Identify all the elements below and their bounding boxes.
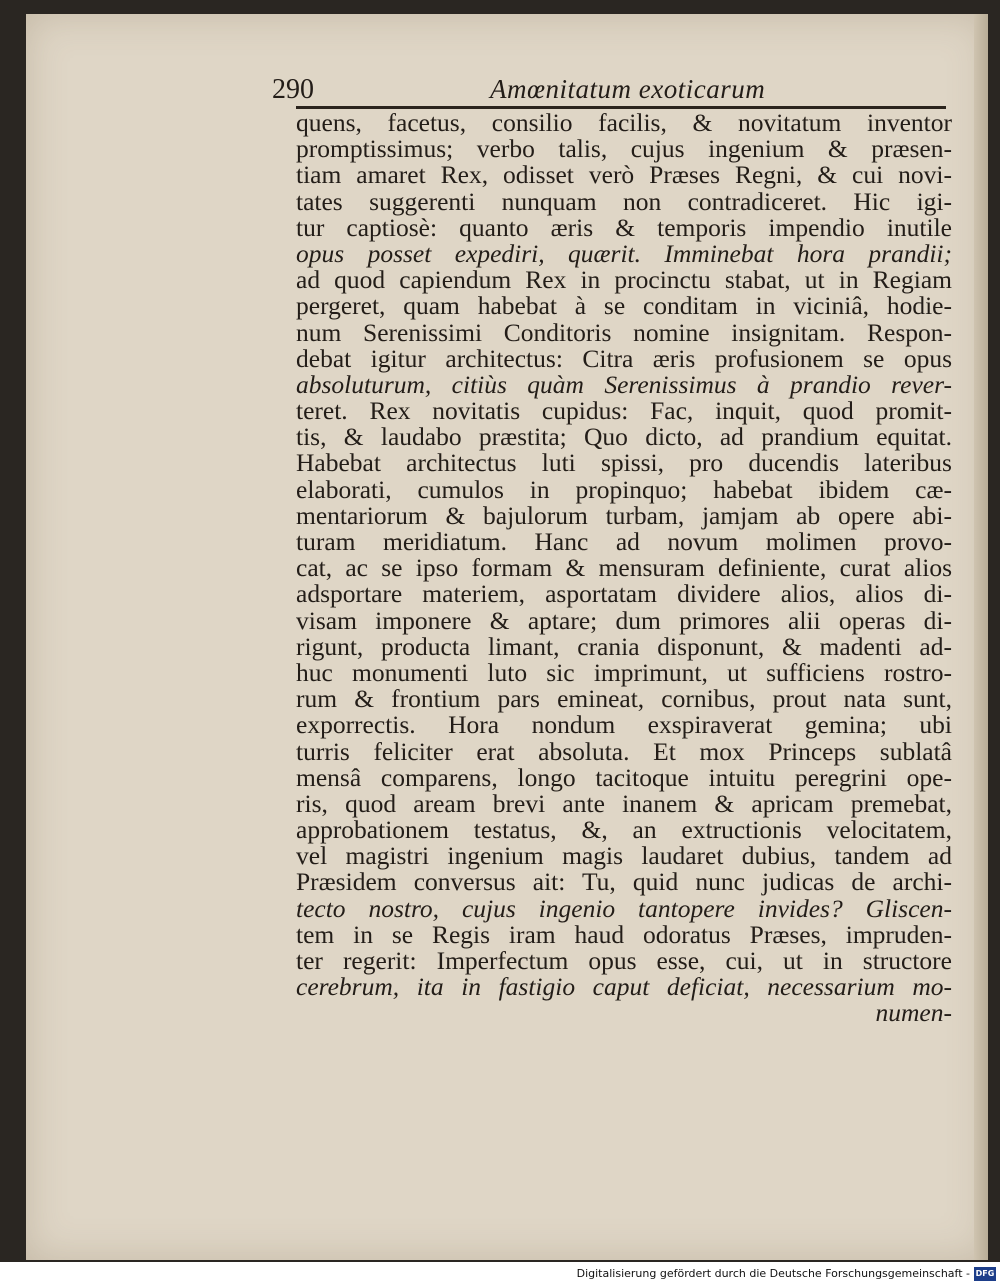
text-line: Præsidem conversus ait: Tu, quid nunc judicas de archi- xyxy=(296,867,952,897)
text-line: quens, facetus, consilio facilis, & novitatum inventor xyxy=(296,108,952,137)
text-line: rigunt, producta limant, crania disponunt, & madenti ad- xyxy=(296,631,952,661)
text-line: num Serenissimi Conditoris nomine insignitam. Respon- xyxy=(296,317,952,347)
page-edge xyxy=(974,14,988,1260)
text-line: rum & frontium pars emineat, cornibus, prout nata sunt, xyxy=(296,684,952,714)
text-line: debat igitur architectus: Citra æris profusionem se opus xyxy=(296,343,952,373)
text-line: turam meridiatum. Hanc ad novum molimen provo- xyxy=(296,527,952,556)
text-line: approbationem testatus, &, an extructionis velocitatem, xyxy=(296,815,952,845)
page-header xyxy=(272,64,952,104)
text-line: mensâ comparens, longo tacitoque intuitu peregrini ope- xyxy=(296,762,952,792)
text-line: tem in se Regis iram haud odoratus Præses, impruden- xyxy=(296,919,952,949)
body-text xyxy=(296,110,952,1027)
text-line: teret. Rex novitatis cupidus: Fac, inquit, quod promit- xyxy=(296,396,952,426)
dfg-logo-icon: DFG xyxy=(974,1267,996,1281)
page-number: 290 xyxy=(272,74,314,105)
text-line: ad quod capiendum Rex in procinctu stabat, ut in Regiam xyxy=(296,265,952,295)
text-line: tur captiosè: quanto æris & temporis impendio inutile xyxy=(296,212,952,242)
text-line: promptissimus; verbo talis, cujus ingenium & præsen- xyxy=(296,134,952,164)
text-line: adsportare materiem, asportatam dividere alios, alios di- xyxy=(296,579,952,609)
text-line: absoluturum, citiùs quàm Serenissimus à prandio rever- xyxy=(296,369,952,399)
text-line: tates suggerenti nunquam non contradiceret. Hic igi- xyxy=(296,186,952,216)
text-line: tecto nostro, cujus ingenio tantopere invides? Gliscen- xyxy=(296,893,952,923)
text-line: cat, ac se ipso formam & mensuram definiente, curat alios xyxy=(296,553,952,583)
footer xyxy=(0,1266,1000,1285)
footer-credit: Digitalisierung gefördert durch die Deutsche Forschungsgemeinschaft - xyxy=(576,1267,970,1280)
text-line: exporrectis. Hora nondum exspiraverat gemina; ubi xyxy=(296,710,952,740)
text-line: elaborati, cumulos in propinquo; habebat ibidem cæ- xyxy=(296,474,952,504)
text-line: opus posset expediri, quærit. Imminebat hora prandii; xyxy=(296,238,952,268)
text-line: turris feliciter erat absoluta. Et mox Princeps sublatâ xyxy=(296,736,952,766)
text-line: tis, & laudabo præstita; Quo dicto, ad prandium equitat. xyxy=(296,422,952,452)
text-line: mentariorum & bajulorum turbam, jamjam ab opere abi- xyxy=(296,500,952,530)
text-line: ris, quod aream brevi ante inanem & apricam premebat, xyxy=(296,788,952,818)
text-line: ter regerit: Imperfectum opus esse, cui, ut in structore xyxy=(296,946,952,975)
text-line: visam imponere & aptare; dum primores alii operas di- xyxy=(296,605,952,635)
text-line: vel magistri ingenium magis laudaret dubius, tandem ad xyxy=(296,841,952,871)
catchword: numen- xyxy=(875,998,952,1028)
text-line: huc monumenti luto sic imprimunt, ut sufficiens rostro- xyxy=(296,657,952,687)
text-line: Habebat architectus luti spissi, pro ducendis lateribus xyxy=(296,448,952,478)
text-line: pergeret, quam habebat à se conditam in viciniâ, hodie- xyxy=(296,291,952,321)
running-title: Amœnitatum exoticarum xyxy=(490,74,766,104)
text-line: tiam amaret Rex, odisset verò Præses Regni, & cui novi- xyxy=(296,160,952,190)
text-line: cerebrum, ita in fastigio caput deficiat, necessarium mo- xyxy=(296,972,952,1002)
